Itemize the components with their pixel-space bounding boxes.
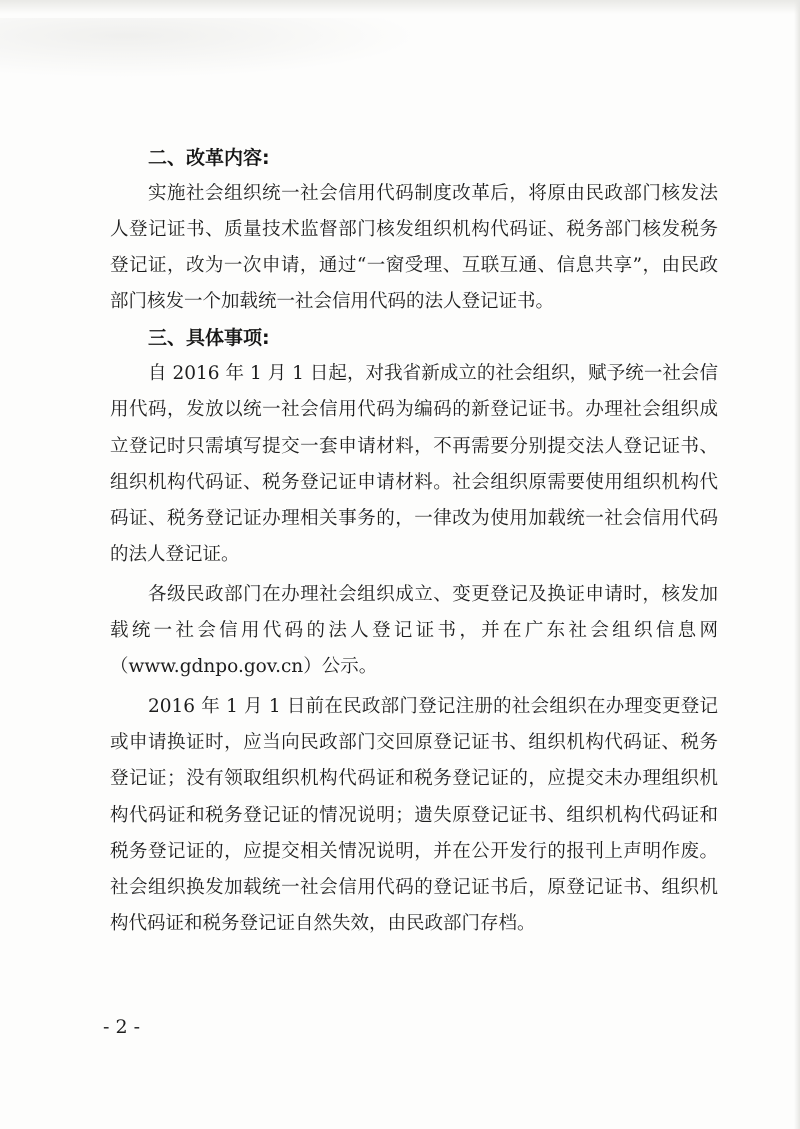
paragraph: 各级民政部门在办理社会组织成立、变更登记及换证申请时，核发加载统一社会信用代码的法人登记证书，并在广东社会组织信息网（www.gdnpo.gov.cn）公示。 (110, 583, 718, 678)
page-number: - 2 - (103, 1016, 141, 1038)
paragraph: 自 2016 年 1 月 1 日起，对我省新成立的社会组织，赋予统一社会信用代码，发放以统一社会信用代码为编码的新登记证书。办理社会组织成立登记时只需填写提交一套申请材料，不再需要分别提交法人登记证书、组织机构代码证、税务登记证申请材料。社会组织原需要使用组织机构代码证、税务登记证办理相关事务的，一律改为使用加载统一社会信用代码的法人登记证。 (110, 363, 718, 565)
section-heading-reform-content: 二、改革内容: (148, 147, 270, 169)
section-heading-specific-matters: 三、具体事项: (148, 327, 270, 350)
document-body (110, 140, 718, 942)
scan-artifact (0, 18, 420, 78)
scan-artifact (794, 0, 800, 1129)
paragraph: 实施社会组织统一社会信用代码制度改革后，将原由民政部门核发法人登记证书、质量技术监督部门核发组织机构代码证、税务部门核发税务登记证，改为一次申请，通过“一窗受理、互联互通、信息共享”，由民政部门核发一个加载统一社会信用代码的法人登记证书。 (110, 183, 718, 313)
scan-artifact (0, 0, 800, 14)
paragraph: 2016 年 1 月 1 日前在民政部门登记注册的社会组织在办理变更登记或申请换证时，应当向民政部门交回原登记证书、组织机构代码证、税务登记证；没有领取组织机构代码证和税务登记证的，应提交未办理组织机构代码证和税务登记证的情况说明；遗失原登记证书、组织机构代码证和税务登记证的，应提交相关情况说明，并在公开发行的报刊上声明作废。社会组织换发加载统一社会信用代码的登记证书后，原登记证书、组织机构代码证和税务登记证自然失效，由民政部门存档。 (110, 696, 718, 934)
